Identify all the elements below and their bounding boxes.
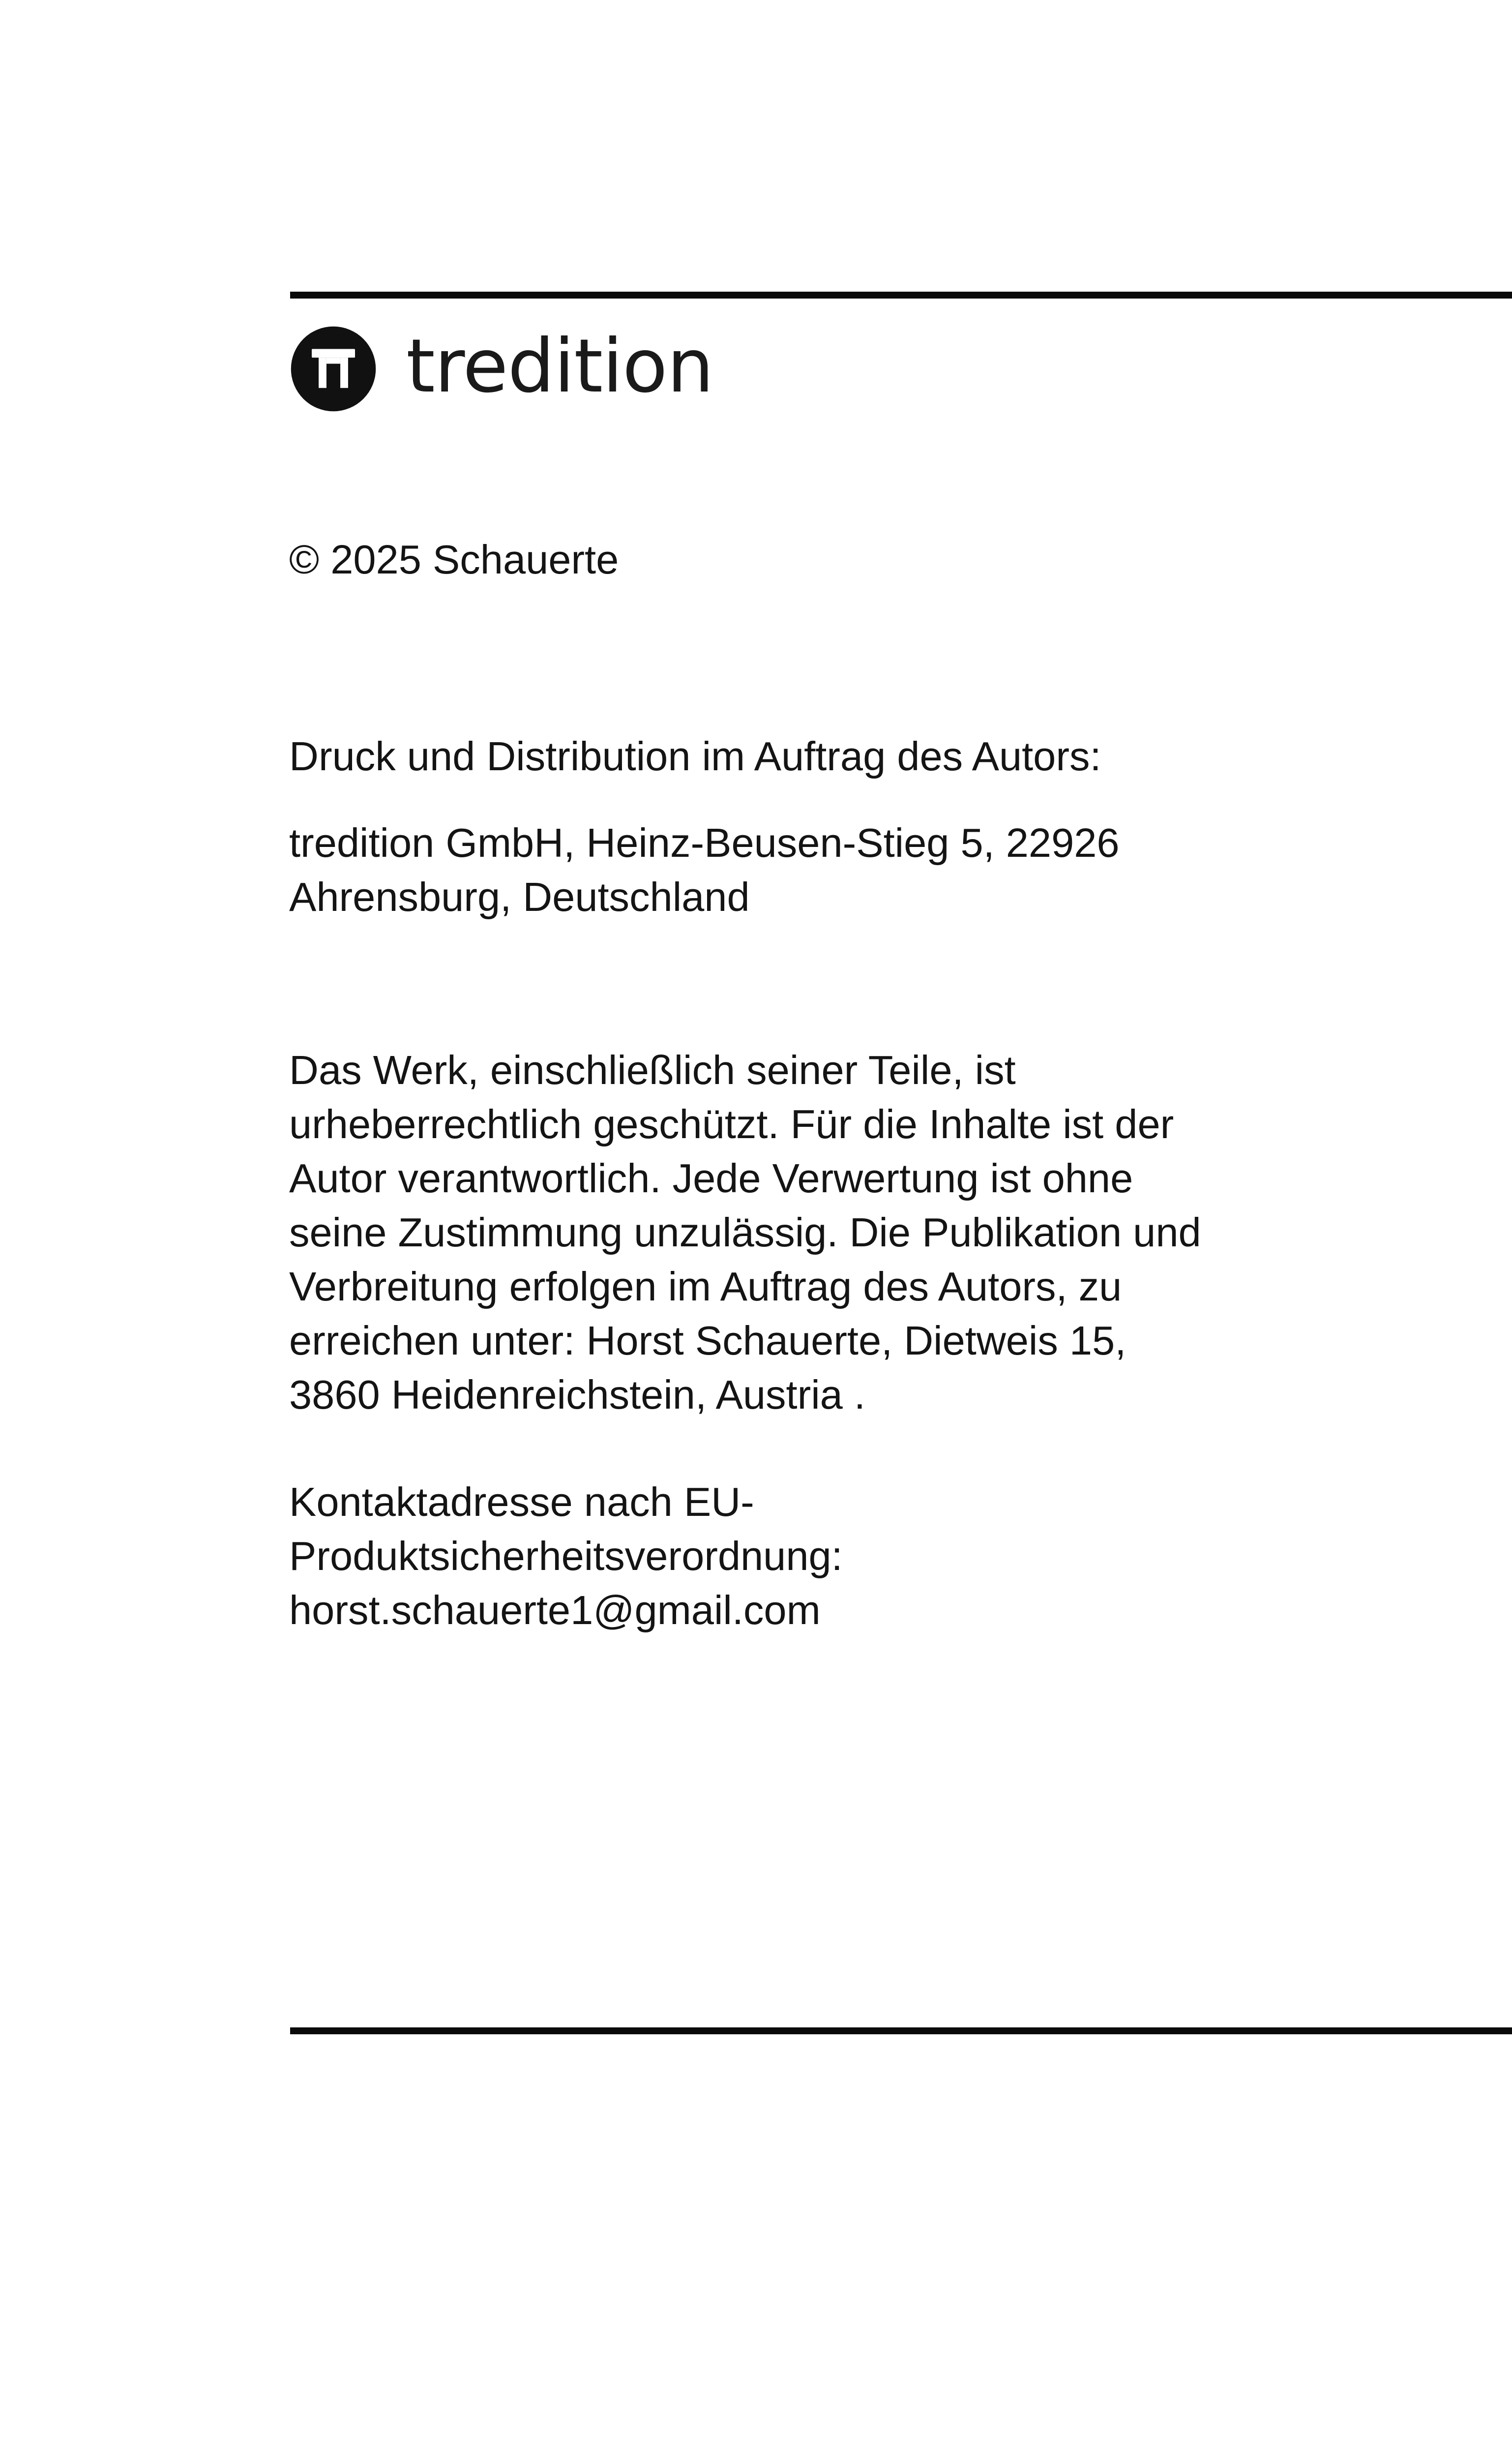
top-rule: [290, 292, 1512, 299]
contact-address: [289, 1475, 843, 1637]
tredition-logo-icon: [290, 326, 377, 412]
address-line: Ahrensburg, Deutschland: [289, 874, 750, 920]
legal-line: urheberrechtlich geschützt. Für die Inhalte ist der: [289, 1101, 1174, 1147]
publisher-wordmark: tredition: [406, 324, 713, 409]
legal-line: 3860 Heidenreichstein, Austria .: [289, 1372, 865, 1418]
printing-label: Druck und Distribution im Auftrag des Autors:: [289, 733, 1101, 779]
copyright-legal-text: [289, 1043, 1201, 1422]
legal-line: Das Werk, einschließlich seiner Teile, ist: [289, 1047, 1016, 1093]
legal-line: Autor verantwortlich. Jede Verwertung ist ohne: [289, 1155, 1133, 1201]
printer-address: [289, 816, 1120, 924]
contact-line: Kontaktadresse nach EU-: [289, 1479, 754, 1525]
contact-line: Produktsicherheitsverordnung:: [289, 1533, 843, 1579]
bottom-rule: [290, 2027, 1512, 2034]
contact-email: horst.schauerte1@gmail.com: [289, 1587, 821, 1633]
address-line: tredition GmbH, Heinz-Beusen-Stieg 5, 22926: [289, 820, 1120, 866]
legal-line: erreichen unter: Horst Schauerte, Dietweis 15,: [289, 1318, 1127, 1363]
copyright-notice: © 2025 Schauerte: [289, 537, 619, 582]
publisher-logo: [290, 325, 713, 413]
legal-line: seine Zustimmung unzulässig. Die Publikation und: [289, 1209, 1201, 1255]
legal-line: Verbreitung erfolgen im Auftrag des Autors, zu: [289, 1264, 1122, 1309]
